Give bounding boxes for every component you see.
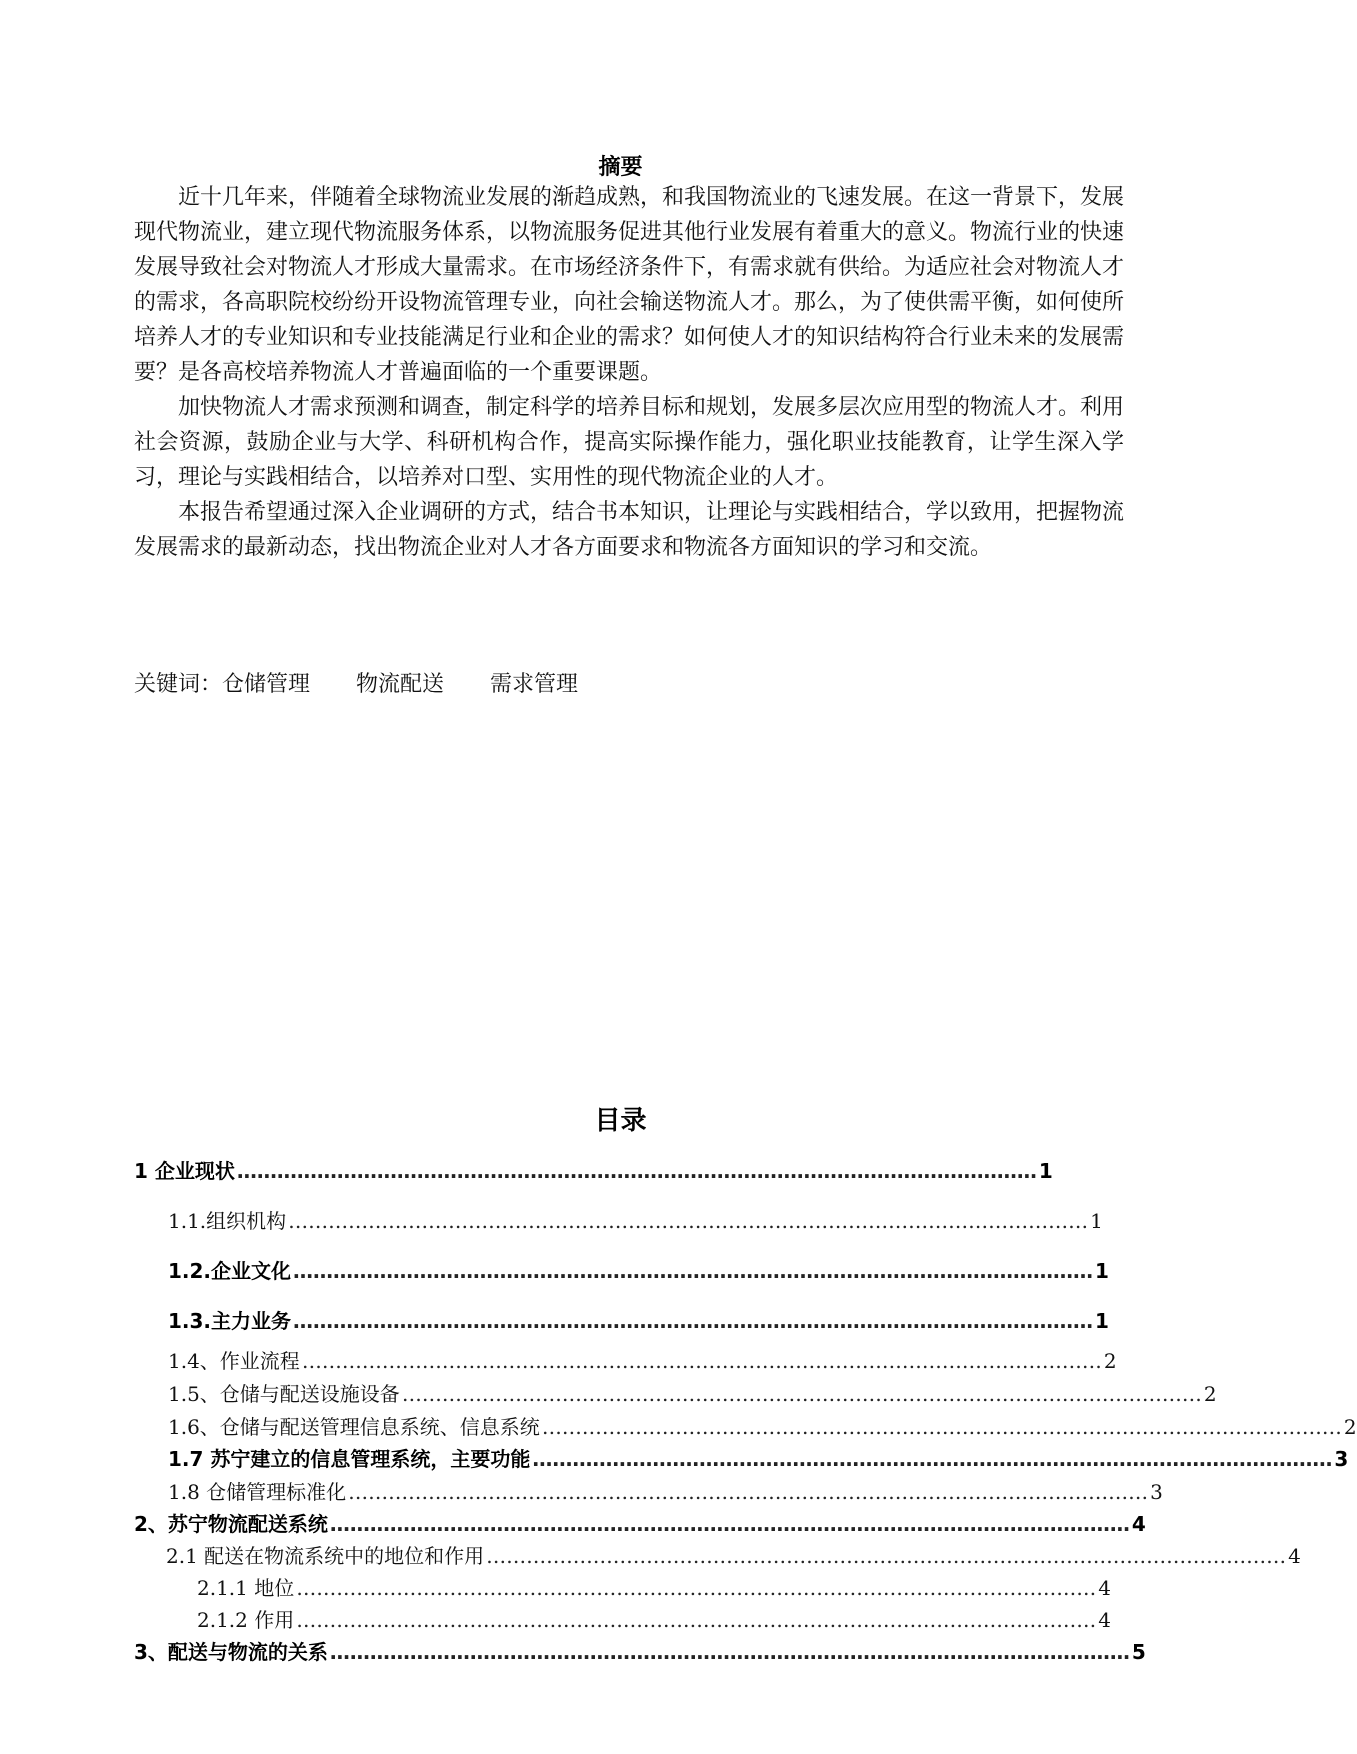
toc-entry-label: 1.2.企业文化 (168, 1259, 292, 1283)
keyword: 需求管理 (490, 672, 579, 697)
toc-entry-page: 5 (1131, 1640, 1146, 1664)
toc-entry[interactable] (168, 1345, 1117, 1374)
keyword: 物流配送 (356, 672, 445, 697)
toc-entry-page: 4 (1131, 1512, 1146, 1536)
toc-entry-label: 3、配送与物流的关系 (134, 1640, 328, 1664)
toc-entry[interactable] (134, 1508, 1146, 1537)
toc-entry-page: 2 (1103, 1349, 1117, 1373)
toc-entry[interactable] (168, 1411, 1357, 1440)
toc-leader-dots: ………………………………………………………………………………………………………… (329, 1512, 1130, 1536)
toc-entry-label: 1.8 仓储管理标准化 (168, 1480, 347, 1504)
toc-entry-page: 3 (1150, 1480, 1163, 1504)
toc-title: 目录 (594, 1106, 647, 1136)
toc-entry[interactable] (168, 1205, 1103, 1234)
abstract-title: 摘要 (598, 155, 643, 180)
toc-leader-dots: ………………………………………………………………………………………………………… (329, 1640, 1130, 1664)
keywords-line (134, 667, 624, 698)
toc-entry-page: 4 (1288, 1544, 1301, 1568)
toc-entry[interactable] (168, 1443, 1349, 1472)
toc-entry-page: 1 (1090, 1209, 1103, 1233)
toc-entry[interactable] (168, 1476, 1163, 1505)
toc-entry[interactable] (168, 1378, 1217, 1407)
toc-entry[interactable] (197, 1572, 1111, 1601)
toc-entry[interactable] (134, 1636, 1146, 1665)
toc-entry-label: 2.1.1 地位 (197, 1576, 295, 1600)
toc-entry[interactable] (197, 1604, 1111, 1633)
toc-entry-label: 2.1 配送在物流系统中的地位和作用 (166, 1544, 485, 1568)
abstract-paragraph: 本报告希望通过深入企业调研的方式，结合书本知识，让理论与实践相结合，学以致用，把握物流发展需求的最新动态，找出物流企业对人才各方面要求和物流各方面知识的学习和交流。 (134, 500, 1125, 560)
abstract-body (134, 180, 1124, 565)
toc-leader-dots: ………………………………………………………………………………………………………… (541, 1415, 1342, 1439)
toc-leader-dots: ………………………………………………………………………………………………………… (236, 1159, 1037, 1183)
toc-leader-dots: ………………………………………………………………………………………………………… (348, 1480, 1149, 1504)
toc-entry-page: 3 (1334, 1447, 1349, 1471)
toc-entry[interactable] (168, 1305, 1109, 1334)
toc-entry-label: 1.3.主力业务 (168, 1309, 292, 1333)
keyword: 仓储管理 (222, 672, 311, 697)
toc-leader-dots: ………………………………………………………………………………………………………… (486, 1544, 1287, 1568)
toc-leader-dots: ………………………………………………………………………………………………………… (293, 1259, 1094, 1283)
toc-entry-page: 2 (1203, 1382, 1217, 1406)
toc-entry-page: 1 (1038, 1159, 1053, 1183)
toc-leader-dots: ………………………………………………………………………………………………………… (288, 1209, 1089, 1233)
toc-entry-page: 4 (1098, 1576, 1111, 1600)
toc-entry[interactable] (134, 1155, 1053, 1184)
toc-entry[interactable] (168, 1255, 1109, 1284)
toc-entry-label: 2、苏宁物流配送系统 (134, 1512, 328, 1536)
toc-entry-label: 1.5、仓储与配送设施设备 (168, 1382, 400, 1406)
toc-entry[interactable] (166, 1540, 1301, 1569)
abstract-paragraph: 加快物流人才需求预测和调查，制定科学的培养目标和规划，发展多层次应用型的物流人才。利用社会资源，鼓励企业与大学、科研机构合作，提高实际操作能力，强化职业技能教育，让学生深入学习，理论与实践相结合，以培养对口型、实用性的现代物流企业的人才。 (134, 395, 1125, 490)
abstract-paragraph: 近十几年来，伴随着全球物流业发展的渐趋成熟，和我国物流业的飞速发展。在这一背景下，发展现代物流业，建立现代物流服务体系，以物流服务促进其他行业发展有着重大的意义。物流行业的快速发展导致社会对物流人才形成大量需求。在市场经济条件下，有需求就有供给。为适应社会对物流人才的需求，各高职院校纷纷开设物流管理专业，向社会输送物流人才。那么，为了使供需平衡，如何使所培养人才的专业知识和专业技能满足行业和企业的需求？如何使人才的知识结构符合行业未来的发展需要？是各高校培养物流人才普遍面临的一个重要课题。 (134, 185, 1125, 385)
toc-entry-label: 2.1.2 作用 (197, 1608, 295, 1632)
toc-leader-dots: ………………………………………………………………………………………………………… (296, 1608, 1097, 1632)
toc-entry-label: 1.6、仓储与配送管理信息系统、信息系统 (168, 1415, 540, 1439)
toc-entry-label: 1.7 苏宁建立的信息管理系统，主要功能 (168, 1447, 531, 1471)
toc-leader-dots: ………………………………………………………………………………………………………… (296, 1576, 1097, 1600)
keywords-label: 关键词： (134, 672, 223, 697)
toc-entry-page: 4 (1098, 1608, 1111, 1632)
toc-entry-page: 1 (1095, 1309, 1109, 1333)
toc-leader-dots: ………………………………………………………………………………………………………… (401, 1382, 1202, 1406)
toc-entry-label: 1 企业现状 (134, 1159, 235, 1183)
toc-entry-page: 1 (1095, 1259, 1109, 1283)
toc-leader-dots: ………………………………………………………………………………………………………… (301, 1349, 1102, 1373)
toc-entry-page: 2 (1343, 1415, 1357, 1439)
toc-leader-dots: ………………………………………………………………………………………………………… (293, 1309, 1094, 1333)
toc-entry-label: 1.4、作业流程 (168, 1349, 300, 1373)
toc-entry-label: 1.1.组织机构 (168, 1209, 287, 1233)
toc-leader-dots: ………………………………………………………………………………………………………… (532, 1447, 1333, 1471)
